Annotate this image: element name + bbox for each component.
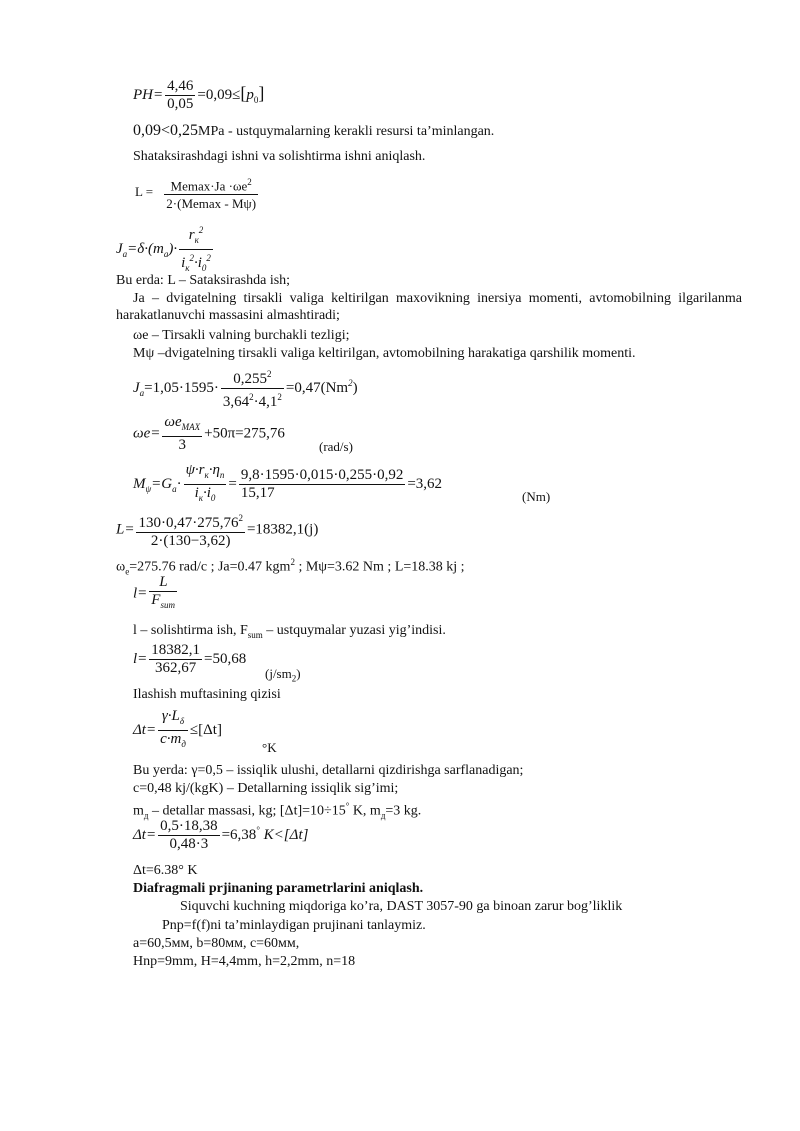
sup: 2	[189, 253, 194, 263]
equation-L	[135, 174, 260, 212]
sub: a	[172, 483, 177, 494]
numerator	[184, 462, 227, 484]
para-l	[133, 622, 446, 644]
sub: д	[143, 810, 149, 821]
sub: MAX	[181, 422, 201, 432]
sub: e	[125, 566, 130, 577]
numerator	[162, 414, 202, 436]
sup: °	[345, 801, 350, 811]
fraction	[184, 462, 227, 507]
text: ω	[116, 559, 126, 575]
sub: sum	[160, 600, 175, 610]
text: =3 kg.	[385, 803, 422, 819]
rhs: =0,47(Nm	[285, 379, 349, 396]
sub: a	[122, 248, 128, 259]
text: m	[133, 803, 144, 819]
eq-sub: 0	[253, 94, 259, 105]
equation-dt-numeric	[133, 818, 308, 853]
num-text: Memax·Ja ·ωe	[170, 178, 248, 194]
sub: к	[185, 263, 190, 273]
den-text: ·i	[202, 485, 211, 501]
numerator	[221, 366, 284, 388]
sub: 0	[201, 263, 207, 273]
text: – ustquymalar yuzasi yig’indisi.	[262, 623, 446, 638]
eq-lhs: PH=	[133, 86, 164, 103]
num-text: 130·0,47·275,76	[138, 515, 239, 531]
den-text: F	[151, 592, 161, 608]
denominator: 0,05	[167, 96, 194, 112]
equation-l	[133, 574, 179, 614]
text: K, m	[349, 803, 381, 819]
para-buerda: Bu erda: L – Sataksirashda ish;	[116, 273, 291, 288]
fraction-numeric	[239, 467, 405, 502]
fraction	[162, 414, 202, 454]
denominator	[221, 388, 284, 411]
lhs: L=	[116, 521, 135, 538]
sub: д	[380, 810, 386, 821]
heading-ish: Shataksirashdagi ishni va solishtirma ishni aniqlash.	[133, 149, 426, 164]
sup: 2	[277, 392, 282, 402]
rhs: =3,62	[407, 475, 443, 492]
fraction	[149, 642, 202, 677]
sub: к	[198, 493, 203, 503]
numerator	[158, 708, 188, 730]
para-pnp: Pnp=f(f)ni ta’minlaydigan prujinani tanlaymiz.	[162, 918, 426, 933]
den-text: i	[181, 255, 186, 271]
text: =275.76 rad/c ; Ja=0.47 kgm	[129, 559, 291, 575]
sym: =G	[151, 475, 173, 492]
num-text: ·η	[208, 462, 220, 478]
numerator: L	[159, 574, 168, 590]
sup: 2	[348, 377, 353, 388]
rhs: =50,68	[204, 650, 247, 667]
sup: °	[256, 824, 260, 835]
denominator: 3	[162, 436, 202, 454]
text: MPa - ustquymalarning kerakli resursi ta’minlangan.	[198, 124, 495, 139]
sup: 2	[206, 253, 211, 263]
sub: 2	[291, 673, 297, 684]
fraction	[164, 174, 258, 212]
num-text: ψ·r	[185, 462, 205, 478]
numerator	[136, 510, 245, 532]
sym: J	[133, 379, 140, 396]
sup: 2	[267, 369, 272, 379]
denominator: 362,67	[149, 659, 202, 677]
denominator	[158, 730, 188, 753]
den-text: i	[194, 485, 199, 501]
numerator: 18382,1	[151, 642, 201, 658]
fraction	[221, 366, 284, 411]
den-text: 3,64	[222, 394, 250, 410]
lhs: l=	[133, 650, 148, 667]
heading-qizish: Ilashish muftasining qizisi	[133, 687, 281, 702]
para-we: ωe – Tirsakli valning burchakli tezligi;	[133, 328, 350, 343]
sub: a	[163, 248, 169, 259]
para-c: c=0,48 kj/(kgK) – Detallarning issiqlik sig’imi;	[133, 781, 399, 796]
para-siquv: Siquvchi kuchning miqdoriga ko’ra, DAST 3057-90 ga binoan zarur bog’liklik	[180, 899, 623, 914]
fraction	[158, 818, 220, 853]
equation-dt	[133, 708, 222, 753]
sub: п	[219, 470, 225, 480]
den-text: ·i	[194, 255, 202, 271]
sup: 2	[198, 225, 204, 235]
numerator: 0,5·18,38	[160, 818, 218, 834]
denominator	[184, 484, 227, 507]
sub: 0	[210, 493, 216, 503]
para-ja: Ja – dvigatelning tirsakli valiga keltirilgan maxovikning inersiya momenti, avtomobilning ilgarilanma harakatlanuvchi massasini almashtiradi;	[116, 291, 742, 323]
rhs: +50π=275,76	[204, 425, 285, 442]
sym: )·	[168, 240, 178, 257]
sup: 2	[290, 557, 295, 567]
rhs: )	[352, 379, 358, 396]
bracket: [	[240, 82, 247, 103]
dt-result: Δt=6.38° K	[133, 863, 198, 878]
denominator: 2·(Memax - Mψ)	[166, 196, 257, 212]
numerator	[179, 222, 213, 249]
para-mpsi: Mψ –dvigatelning tirsakli valiga keltirilgan, avtomobilning harakatiga qarshilik momenti.	[133, 346, 636, 361]
equation-ph	[133, 78, 264, 113]
text: ; Mψ=3.62 Nm ; L=18.38 kj ;	[294, 559, 465, 575]
den-text: c·m	[160, 731, 182, 747]
equation-L-numeric	[116, 510, 318, 550]
rhs: K<[Δt]	[259, 826, 309, 843]
text: )	[296, 666, 301, 681]
equation-l-numeric	[133, 642, 246, 677]
text: l – solishtirma ish, F	[133, 623, 248, 638]
sup: 2	[238, 513, 243, 523]
numerator: 4,46	[167, 78, 194, 94]
rhs: ≤[Δt]	[189, 721, 222, 738]
fraction	[179, 222, 213, 277]
num-exp: 2	[247, 177, 252, 187]
equation-ja-numeric	[133, 366, 358, 411]
eq-lhs: L =	[135, 184, 154, 200]
equation-mpsi: $M_\psi=G_a\cdot$ $\frac{\psi\cdot r_к\cdot\eta_п}{i_к\cdot i_0}$ = $\frac{9,8\cdot 1595\cdot 0,015\cdot 0,255\cdot 0,92}{15,17}$ =3,62	[133, 462, 442, 507]
fraction	[165, 78, 195, 113]
para-gamma: Bu yerda: γ=0,5 – issiqlik ulushi, detallarni qizdirishga sarflanadigan;	[133, 763, 524, 778]
denominator: 15,17	[239, 484, 405, 502]
fraction	[136, 510, 245, 550]
denominator: 2·(130−3,62)	[136, 532, 245, 550]
num-text: ωe	[164, 414, 182, 430]
lhs: Δt=	[133, 721, 157, 738]
sym: =1,05·1595·	[144, 379, 219, 396]
unit-rad-s: (rad/s)	[319, 439, 353, 454]
unit-j-sm2	[265, 666, 301, 684]
sub: ψ	[145, 483, 152, 494]
num-text: r	[188, 227, 195, 243]
num-text: γ·L	[161, 708, 180, 724]
den-text: ·4,1	[253, 394, 278, 410]
lhs: Δt=	[133, 826, 157, 843]
denominator: 0,48·3	[158, 835, 220, 853]
sub: к	[204, 470, 209, 480]
rhs: =6,38	[221, 826, 257, 843]
num-text: 0,255	[233, 371, 267, 387]
inequality: 0,09<0,25	[133, 122, 199, 139]
fraction	[149, 574, 177, 614]
text: (j/sm	[265, 666, 292, 681]
para-dims-2: Hnp=9mm, H=4,4mm, h=2,2mm, n=18	[133, 954, 356, 969]
unit-k: °K	[262, 740, 277, 755]
lhs: ωe=	[133, 425, 161, 442]
sub: δ	[179, 716, 185, 726]
numerator: 9,8·1595·0,015·0,255·0,92	[240, 467, 404, 483]
unit-nm: (Nm)	[522, 489, 551, 504]
bracket: ]	[258, 82, 265, 103]
text: – detallar massasi, kg; [Δt]=10÷15	[148, 803, 346, 819]
sub: к	[194, 235, 199, 245]
rhs: =18382,1(j)	[246, 521, 319, 538]
sym: J	[116, 240, 123, 257]
fraction	[158, 708, 188, 753]
denominator	[149, 591, 177, 614]
sym: M	[133, 475, 146, 492]
lhs: l=	[133, 585, 148, 602]
sub: a	[139, 387, 145, 398]
sub: sum	[247, 629, 263, 640]
equation-we	[133, 414, 285, 454]
eq-rhs: =0,09≤	[197, 86, 241, 103]
sym: =δ·(m	[127, 240, 164, 257]
heading-diafragma: Diafragmali prjinaning parametrlarini aniqlash.	[133, 881, 424, 896]
sub: д	[181, 739, 186, 749]
eq-var: p	[246, 86, 254, 103]
numerator	[164, 174, 258, 194]
sup: 2	[249, 392, 254, 402]
para-dims-1: a=60,5мм, b=80мм, c=60мм,	[133, 936, 300, 951]
line-resurs	[133, 122, 494, 140]
equation-ja	[116, 222, 215, 277]
